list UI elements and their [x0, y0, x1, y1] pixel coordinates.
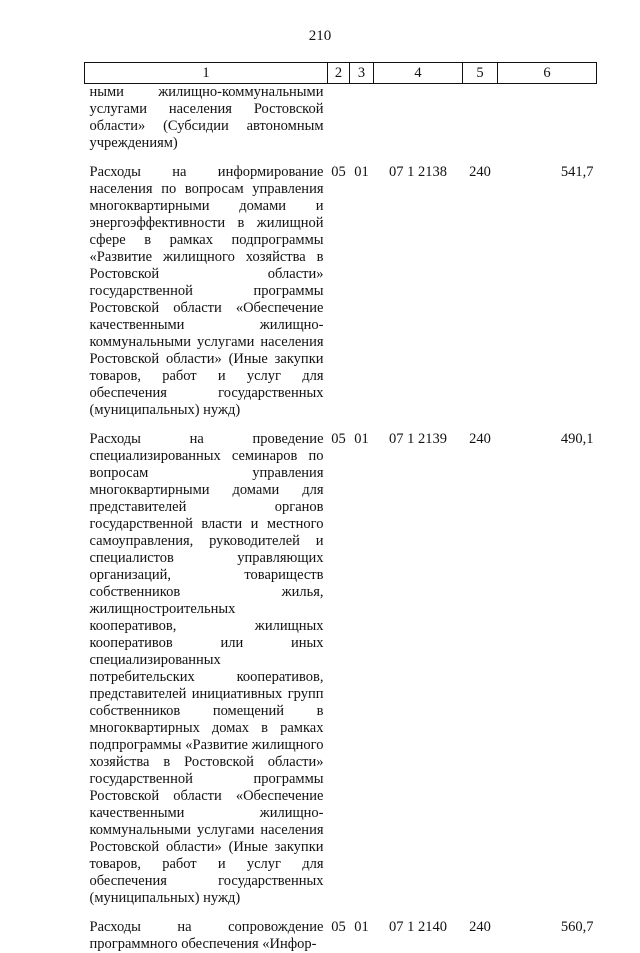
header-col-6: 6: [498, 63, 597, 84]
row-section: 05: [331, 919, 346, 935]
row-description: Расходы на проведение специализированных семинаров по вопросам управления многоквартирными домами для представителей органов государственной власти и местного самоуправления, руководителей и специалистов управляющих организаций, товариществ собственников жилья, жилищностроительных кооперативов, жилищных кооперативов или иных специализированных потребительских кооперативов, представителей инициативных групп собственников помещений в многоквартирных домах в рамках подпрограммы «Развитие жилищного хозяйства в Ростовской области» государственной программы Ростовской области «Обеспечение качественными жилищно-коммунальными услугами населения Ростовской области» (Иные закупки товаров, работ и услуг для обеспечения государственных (муниципальных) нужд): [89, 431, 324, 906]
row-expense-type: 240: [469, 431, 491, 447]
row-section: [328, 84, 350, 153]
row-description: Расходы на информирование населения по вопросам управления многоквартирными домами и энергоэффективности в жилищной сфере в рамках подпрограммы «Развитие жилищного хозяйства в Ростовской области» государственной программы Ростовской области «Обеспечение качественными жилищно-коммунальными услугами населения Ростовской области» (Иные закупки товаров, работ и услуг для обеспечения государственных (муниципальных) нужд): [89, 164, 324, 418]
row-subsection: 01: [354, 164, 369, 180]
row-target-article: 07 1 2138: [389, 164, 447, 180]
row-subsection: 01: [354, 919, 369, 935]
row-section: 05: [331, 431, 346, 447]
header-col-4: 4: [374, 63, 463, 84]
row-amount: 541,7: [560, 164, 594, 180]
row-expense-type: 240: [469, 164, 491, 180]
row-description: Расходы на сопровождение программного обеспечения «Инфор-: [89, 919, 324, 952]
table-row: [85, 84, 597, 153]
row-section: 05: [331, 164, 346, 180]
row-expense-type: [463, 84, 498, 153]
header-col-5: 5: [463, 63, 498, 84]
header-col-1: 1: [85, 63, 328, 84]
row-subsection: 01: [354, 431, 369, 447]
header-col-3: 3: [350, 63, 374, 84]
row-amount: 490,1: [560, 431, 594, 447]
page-number: 210: [308, 28, 332, 44]
row-amount: [498, 84, 597, 153]
row-target-article: [374, 84, 463, 153]
row-subsection: [350, 84, 374, 153]
table-row: [85, 907, 597, 953]
row-description: ными жилищно-коммунальными услугами населения Ростовской области» (Субсидии автономным учреждениям): [89, 84, 324, 151]
table-header: [85, 63, 597, 84]
row-target-article: 07 1 2140: [389, 919, 447, 935]
row-target-article: 07 1 2139: [389, 431, 447, 447]
row-amount: 560,7: [560, 919, 594, 935]
table-row: [85, 152, 597, 419]
row-expense-type: 240: [469, 919, 491, 935]
table-row: [85, 419, 597, 907]
header-col-2: 2: [328, 63, 350, 84]
budget-table: [84, 62, 597, 953]
